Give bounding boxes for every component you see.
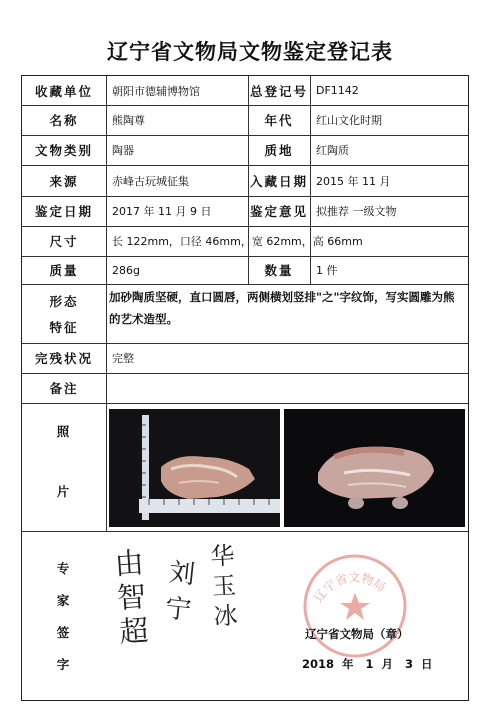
signature-1: 由智超 bbox=[113, 545, 150, 650]
collector-value: 朝阳市德辅博物馆 bbox=[112, 84, 200, 98]
material-label: 质地 bbox=[264, 143, 294, 158]
svg-text:辽宁省文物局 bbox=[311, 570, 388, 605]
expert-signature-label bbox=[22, 531, 106, 700]
expert-label-char-3: 签 bbox=[56, 624, 72, 640]
category-label: 文物类别 bbox=[34, 143, 93, 158]
source-value: 赤峰古玩城征集 bbox=[112, 174, 189, 188]
category-value: 陶器 bbox=[112, 144, 134, 157]
photo-label-2: 片 bbox=[56, 484, 72, 499]
reg-no-label: 总登记号 bbox=[249, 83, 308, 99]
opinion-label: 鉴定意见 bbox=[249, 204, 308, 219]
photo-label-1: 照 bbox=[56, 424, 72, 439]
quantity-value: 1 件 bbox=[316, 264, 338, 277]
issue-date: 2018 年 1 月 3 日 bbox=[302, 657, 433, 671]
registration-form bbox=[21, 75, 469, 701]
name-label: 名称 bbox=[49, 113, 79, 128]
signature-2: 刘宁 bbox=[163, 557, 197, 627]
remarks-label: 备注 bbox=[49, 381, 79, 396]
entry-date-label: 入藏日期 bbox=[249, 173, 308, 189]
expert-label-char-1: 专 bbox=[56, 560, 72, 576]
issuer-text: 辽宁省文物局（章） bbox=[305, 627, 409, 641]
expert-label-char-2: 家 bbox=[56, 592, 72, 608]
mass-label: 质量 bbox=[49, 263, 79, 278]
reg-no-value: DF1142 bbox=[316, 84, 359, 97]
mass-value: 286g bbox=[112, 263, 140, 277]
official-seal bbox=[300, 551, 410, 661]
condition-value: 完整 bbox=[112, 352, 134, 365]
feature-text: 加砂陶质坚硬，直口圆唇，两侧横划竖排"之"字纹饰，写实圆雕为熊的艺术造型。 bbox=[109, 290, 455, 326]
form-title: 辽宁省文物局文物鉴定登记表 bbox=[107, 39, 393, 64]
artifact-photo-front bbox=[284, 409, 465, 527]
feature-label bbox=[22, 284, 106, 343]
feature-label-line1: 形态 bbox=[49, 293, 79, 309]
seal-text: 辽宁省文物局 bbox=[311, 570, 389, 605]
source-label: 来源 bbox=[49, 173, 79, 189]
opinion-value: 拟推荐 一级文物 bbox=[316, 205, 397, 218]
feature-label-line2: 特征 bbox=[49, 319, 79, 335]
name-value: 熊陶尊 bbox=[112, 114, 145, 127]
size-label: 尺寸 bbox=[49, 234, 79, 249]
collector-label: 收藏单位 bbox=[34, 83, 93, 99]
expert-label-char-4: 字 bbox=[56, 656, 72, 672]
material-value: 红陶质 bbox=[316, 144, 349, 157]
appraisal-date-label: 鉴定日期 bbox=[34, 204, 93, 219]
entry-date-value: 2015 年 11 月 bbox=[316, 174, 391, 188]
condition-label: 完残状况 bbox=[34, 351, 93, 366]
artifact-photo-side bbox=[109, 409, 280, 527]
appraisal-date-value: 2017 年 11 月 9 日 bbox=[112, 205, 212, 218]
era-label: 年代 bbox=[264, 113, 294, 128]
size-value: 长 122mm，口径 46mm，宽 62mm，高 66mm bbox=[112, 235, 363, 248]
quantity-label: 数量 bbox=[264, 263, 294, 278]
signature-3: 华玉冰 bbox=[209, 541, 239, 631]
era-value: 红山文化时期 bbox=[316, 114, 382, 127]
